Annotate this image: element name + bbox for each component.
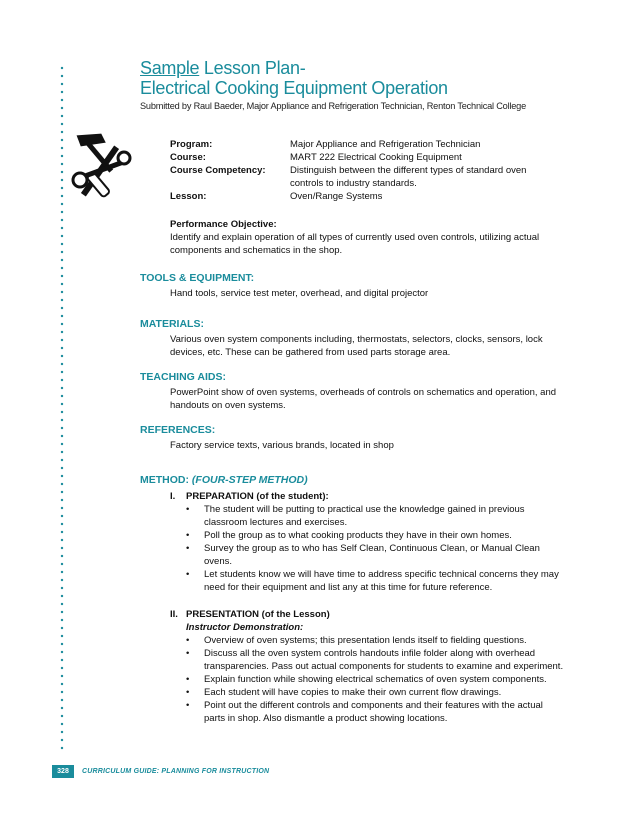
dotted-margin-line	[60, 64, 64, 754]
footer-text: CURRICULUM GUIDE: PLANNING FOR INSTRUCTION	[82, 768, 270, 775]
list-item-text: Overview of oven systems; this presentation lends itself to fielding questions.	[204, 635, 527, 646]
section-heading: MATERIALS:	[140, 318, 204, 330]
info-value: Major Appliance and Refrigeration Technician	[290, 139, 481, 150]
bullet-icon: •	[186, 674, 190, 685]
info-row	[170, 164, 530, 190]
list-item-text: Let students know we will have time to address specific technical concerns they may need for their equipment and list any at this time for future reference.	[204, 569, 559, 593]
list-item-text: Survey the group as to who has Self Clean, Continuous Clean, or Manual Clean ovens.	[204, 543, 540, 567]
title-underlined-word: Sample	[140, 58, 200, 78]
section-heading: TOOLS & EQUIPMENT:	[140, 272, 255, 284]
bullet-icon: •	[186, 700, 190, 711]
section-heading: REFERENCES:	[140, 424, 216, 436]
part-subheading: Instructor Demonstration:	[186, 622, 304, 633]
list-item	[186, 634, 610, 647]
info-value: Oven/Range Systems	[290, 191, 383, 202]
bullet-icon: •	[186, 569, 190, 580]
section	[140, 272, 600, 300]
bullet-icon: •	[186, 543, 190, 554]
list-item-text: The student will be putting to practical use the knowledge gained in previous classroom lectures and exercises.	[204, 504, 525, 528]
bullet-icon: •	[186, 687, 190, 698]
performance-text: Identify and explain operation of all types of currently used oven controls, utilizing actual components and schematics in the shop.	[170, 232, 540, 256]
section	[140, 371, 600, 412]
list-item	[186, 673, 610, 686]
section-text: Various oven system components including, thermostats, selectors, clocks, sensors, lock devices, etc. These can be gathered from used parts storage area.	[170, 334, 543, 358]
info-label: Program:	[170, 139, 213, 150]
part-title: PRESENTATION (of the Lesson)	[186, 609, 330, 620]
list-item	[186, 542, 610, 568]
submitted-by: Submitted by Raul Baeder, Major Appliance and Refrigeration Technician, Renton Technical College	[140, 101, 526, 111]
info-row	[170, 190, 530, 203]
section-text: Hand tools, service test meter, overhead, and digital projector	[170, 288, 429, 299]
title-line1-rest: Lesson Plan-	[199, 58, 306, 78]
list-item-text: Point out the different controls and components and their features with the actual parts in shop. Also dismantle a product showing locations.	[204, 700, 543, 724]
bullet-list	[186, 634, 610, 725]
part-heading	[170, 608, 610, 621]
tools-icon	[66, 128, 136, 208]
performance-heading: Performance Objective:	[170, 219, 277, 230]
method-heading	[140, 474, 610, 487]
method-heading-italic: (FOUR-STEP METHOD)	[191, 474, 308, 486]
list-item	[186, 568, 610, 594]
section	[140, 318, 600, 359]
bullet-icon: •	[186, 530, 190, 541]
title-line2: Electrical Cooking Equipment Operation	[140, 78, 448, 98]
section-text: Factory service texts, various brands, located in shop	[170, 440, 394, 451]
bullet-list	[186, 503, 610, 594]
list-item	[186, 529, 610, 542]
bullet-icon: •	[186, 504, 190, 515]
info-label: Course:	[170, 152, 206, 163]
part-title: PREPARATION (of the student):	[186, 491, 329, 502]
part-number: I.	[170, 491, 176, 502]
method-part	[170, 490, 610, 594]
info-label: Lesson:	[170, 191, 207, 202]
info-row	[170, 151, 530, 164]
course-info	[170, 138, 530, 203]
list-item	[186, 503, 610, 529]
list-item-text: Discuss all the oven system controls handouts infile folder along with overhead transparencies. Pass out actual components for students to examine and experiment.	[204, 648, 564, 672]
bullet-icon: •	[186, 648, 190, 659]
list-item	[186, 647, 610, 673]
page-title	[140, 58, 600, 98]
list-item-text: Each student will have copies to make their own current flow drawings.	[204, 687, 502, 698]
section-text: PowerPoint show of oven systems, overheads of controls on schematics and operation, and handouts on oven systems.	[170, 387, 557, 411]
list-item-text: Explain function while showing electrical schematics of oven system components.	[204, 674, 547, 685]
part-heading	[170, 490, 610, 503]
section	[140, 424, 600, 452]
info-value: MART 222 Electrical Cooking Equipment	[290, 152, 462, 163]
info-label: Course Competency:	[170, 165, 266, 176]
method-heading-label: METHOD:	[140, 474, 189, 486]
performance-objective	[170, 218, 550, 257]
page-number: 328	[52, 765, 74, 778]
part-number: II.	[170, 609, 178, 620]
info-row	[170, 138, 530, 151]
list-item	[186, 699, 610, 725]
page-footer	[52, 765, 269, 778]
list-item	[186, 686, 610, 699]
method-section	[140, 474, 610, 725]
section-heading: TEACHING AIDS:	[140, 371, 226, 383]
info-value: Distinguish between the different types of standard oven controls to industry standards.	[290, 165, 527, 189]
method-part	[170, 608, 610, 725]
bullet-icon: •	[186, 635, 190, 646]
list-item-text: Poll the group as to what cooking products they have in their own homes.	[204, 530, 512, 541]
